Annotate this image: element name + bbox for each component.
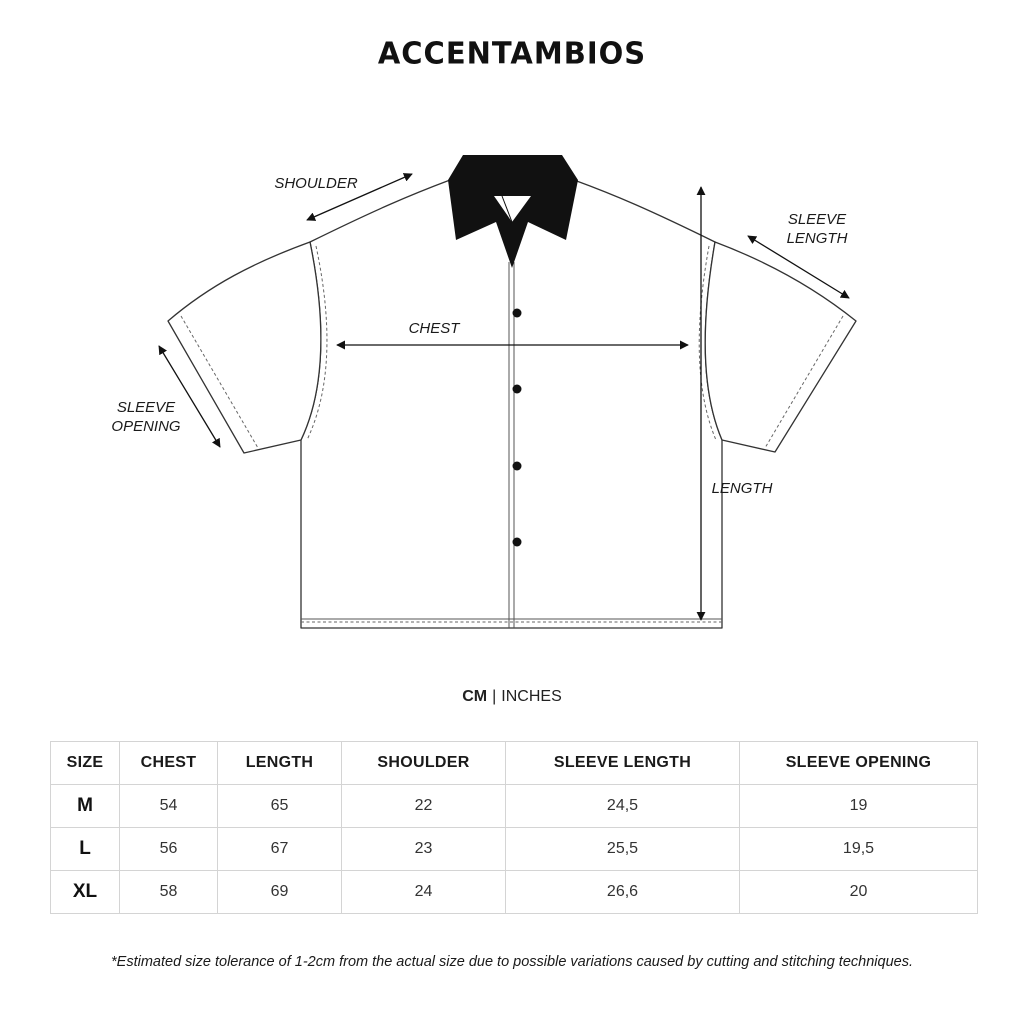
table-row — [51, 785, 978, 828]
sleeve-opening-cell: 19,5 — [740, 828, 978, 871]
unit-cm[interactable]: CM — [462, 688, 488, 705]
sleeve-length-cell: 25,5 — [506, 828, 740, 871]
brand-name: ACCENTAMBIOS — [377, 35, 647, 71]
table-row — [51, 871, 978, 914]
header-length: LENGTH — [218, 742, 342, 785]
sleeve-length-label — [776, 210, 858, 248]
shoulder-cell: 23 — [342, 828, 506, 871]
sleeve-opening-label-line2: OPENING — [111, 418, 181, 435]
header-chest: CHEST — [120, 742, 218, 785]
size-tolerance-note: *Estimated size tolerance of 1-2cm from the actual size due to possible variations caused by cutting and stitching techniques. — [111, 954, 913, 970]
button — [513, 309, 522, 318]
length-cell: 69 — [218, 871, 342, 914]
size-cell: M — [51, 785, 120, 828]
right-sleeve — [705, 242, 856, 452]
length-label: LENGTH — [711, 480, 773, 497]
header-shoulder: SHOULDER — [342, 742, 506, 785]
shoulder-label: SHOULDER — [274, 175, 358, 192]
sleeve-opening-cell: 19 — [740, 785, 978, 828]
chest-cell: 56 — [120, 828, 218, 871]
header-sleeve-opening: SLEEVE OPENING — [740, 742, 978, 785]
table-row — [51, 828, 978, 871]
button — [513, 385, 522, 394]
unit-toggle — [0, 688, 1024, 706]
header-size: SIZE — [51, 742, 120, 785]
size-cell: XL — [51, 871, 120, 914]
sleeve-length-label-line1: SLEEVE — [787, 211, 847, 228]
button — [513, 538, 522, 547]
chest-label: CHEST — [408, 320, 460, 337]
header-sleeve-length: SLEEVE LENGTH — [506, 742, 740, 785]
sleeve-opening-label — [102, 398, 190, 436]
length-cell: 65 — [218, 785, 342, 828]
shoulder-cell: 24 — [342, 871, 506, 914]
sleeve-opening-cell: 20 — [740, 871, 978, 914]
left-sleeve — [168, 242, 321, 453]
size-table — [50, 741, 978, 914]
table-header-row — [51, 742, 978, 785]
length-cell: 67 — [218, 828, 342, 871]
size-cell: L — [51, 828, 120, 871]
chest-cell: 58 — [120, 871, 218, 914]
unit-inches[interactable]: INCHES — [501, 688, 562, 705]
sleeve-length-cell: 26,6 — [506, 871, 740, 914]
sleeve-length-label-line2: LENGTH — [786, 230, 848, 247]
sleeve-opening-label-line1: SLEEVE — [116, 399, 176, 416]
shoulder-cell: 22 — [342, 785, 506, 828]
button — [513, 462, 522, 471]
sleeve-length-cell: 24,5 — [506, 785, 740, 828]
chest-cell: 54 — [120, 785, 218, 828]
unit-separator: | — [492, 688, 497, 705]
